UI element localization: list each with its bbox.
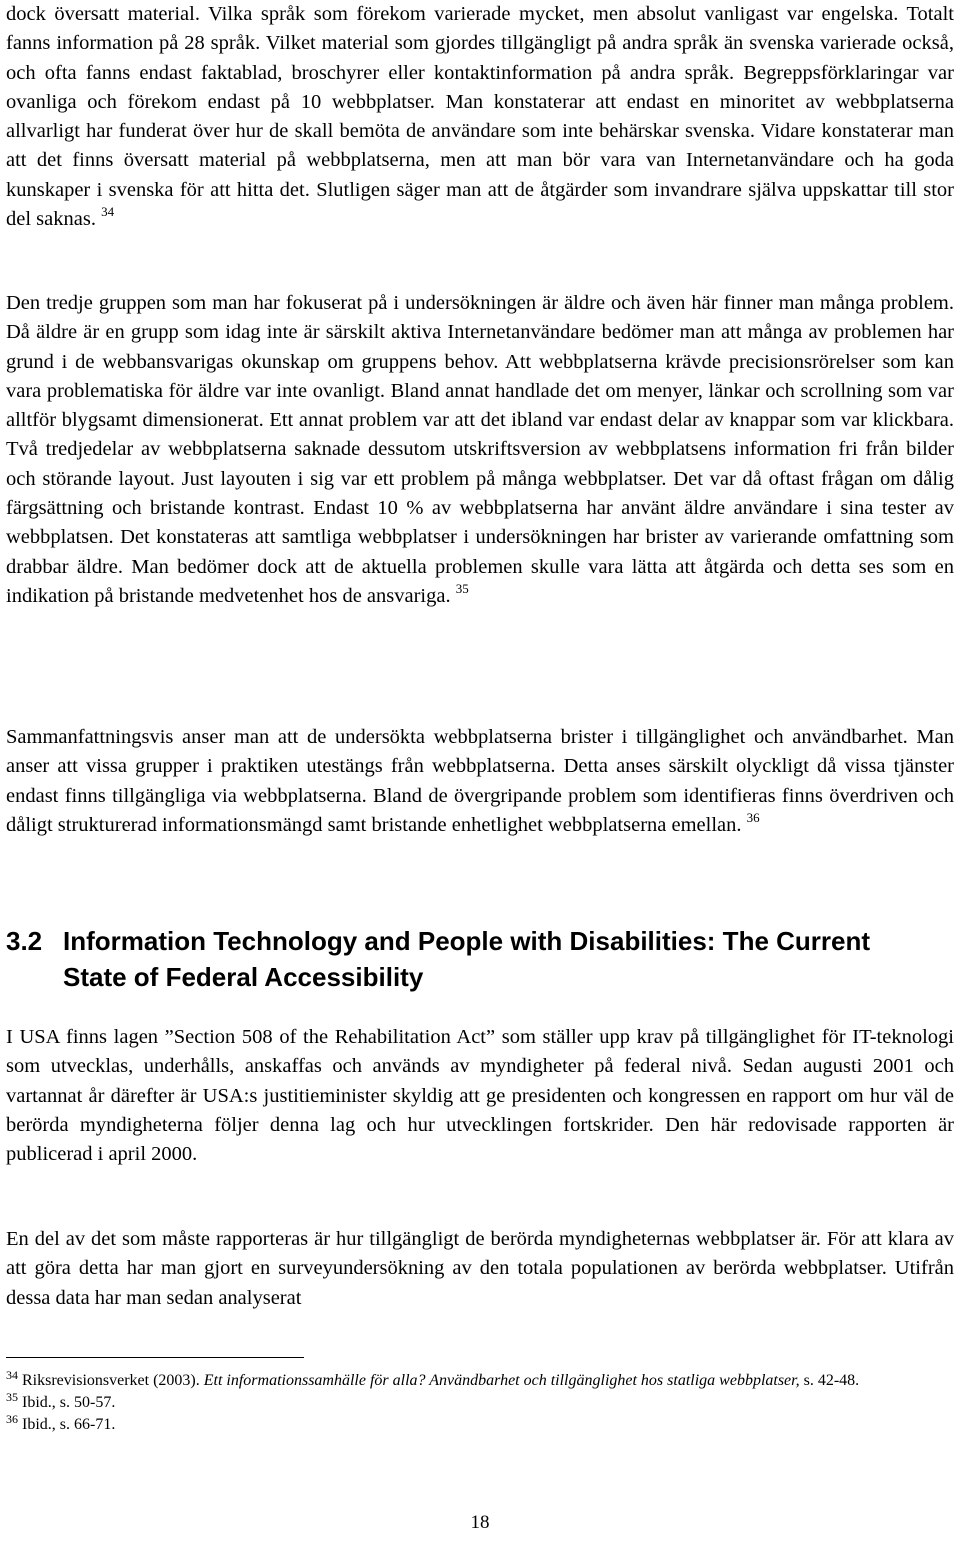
footnote-35 <box>6 1392 954 1414</box>
footnote-ref-34[interactable]: 34 <box>101 204 115 220</box>
section-number: 3.2 <box>6 926 43 956</box>
footnote-ref-35[interactable]: 35 <box>455 580 469 596</box>
footnote-number: 36 <box>6 1412 18 1426</box>
paragraph-4: I USA finns lagen ”Section 508 of the Rehabilitation Act” som ställer upp krav på tillgänglighet för IT-teknologi som utvecklas, underhålls, anskaffas och används av myndigheter på federal nivå. Sedan augusti 2001 och vartannat år därefter är USA:s justitieminister skyldig att ge presidenten och kongressen en rapport om hur väl de berörda myndigheterna följer denna lag och hur utvecklingen fortskrider. Den här redovisade rapporten är publicerad i april 2000. <box>6 1026 954 1166</box>
footnote-number: 34 <box>6 1368 18 1382</box>
paragraph-5: En del av det som måste rapporteras är hur tillgängligt de berörda myndigheternas webbplatser är. För att klara av att göra detta har man gjort en surveyundersökning av den totala populationen av berörda webbplatser. Utifrån dessa data har man sedan analyserat <box>6 1228 954 1309</box>
paragraph-2-text: Den tredje gruppen som man har fokuserat på i undersökningen är äldre och även här finner man många problem. Då äldre är en grupp som idag inte är särskilt aktiva Internetanvändare bedömer man att många av problemen har grund i de webbansvarigas okunskap om gruppens behov. Att webbplatserna krävde precisionsrörelser som kan vara problematiska för äldre var inte ovanligt. Bland annat handlade det om menyer, länkar och scrollning som var alltför blygsamt dimensionerat. Ett annat problem var att det ibland var endast delar av knappar som var klickbara. Två tredjedelar av webbplatserna saknade dessutom utskriftsversion av webbplatsens information fri från bilder och störande layout. Just layouten i sig var ett problem på många webbplatser. Det var då oftast frågan om dålig färgsättning och bristande kontrast. Endast 10 % av webbplatserna har använt äldre användare i sina tester av webbplatsen. Det konstateras att samtliga webbplatser i undersökningen har brister av varierande omfattning som drabbar äldre. Man bedömer dock att de aktuella problemen skulle vara lätta att åtgärda och detta ses som en indikation på bristande medvetenhet hos de ansvariga. <box>6 292 954 607</box>
footnote-number: 35 <box>6 1390 18 1404</box>
footnote-36 <box>6 1414 954 1436</box>
footnote-text: Riksrevisionsverket (2003). <box>22 1372 204 1389</box>
paragraph-2 <box>6 289 954 611</box>
paragraph-1-text: dock översatt material. Vilka språk som förekom varierade mycket, men absolut vanligast var engelska. Totalt fanns information på 28 språk. Vilket material som gjordes tillgängligt på andra språk än svenska varierade också, och ofta fanns endast faktablad, broschyrer eller kontaktinformation på andra språk. Begreppsförklaringar var ovanliga och förekom endast på 10 webbplatser. Man konstaterar att endast en minoritet av webbplatserna allvarligt har funderat över hur de skall bemöta de användare som inte behärskar svenska. Vidare konstaterar man att det finns översatt material på webbplatserna, men att man bör vara van Internetanvändare och ha goda kunskaper i svenska för att hitta det. Slutligen säger man att de åtgärder som invandrare själva uppskattar till stor del saknas. <box>6 3 954 231</box>
paragraph-3 <box>6 723 954 840</box>
section-title: Information Technology and People with Disabilities: The Current State of Federal Accessibility <box>63 926 871 992</box>
footnotes <box>6 1370 954 1436</box>
paragraph-3-text: Sammanfattningsvis anser man att de undersökta webbplatserna brister i tillgänglighet och användbarhet. Man anser att vissa grupper i praktiken utestängs från webbplatserna. Detta anses särskilt olyckligt då vissa tjänster endast finns tillgängliga via webbplatserna. Bland de övergripande problem som identifieras finns överdriven och dåligt strukturerad informationsmängd samt bristande enhetlighet webbplatserna emellan. <box>6 726 954 836</box>
footnote-title: Ett informationssamhälle för alla? Användbarhet och tillgänglighet hos statliga webbplatser, <box>203 1372 800 1389</box>
footnote-divider <box>6 1357 304 1358</box>
page-number: 18 <box>470 1512 490 1533</box>
footnote-34 <box>6 1370 954 1392</box>
footnote-ref-36[interactable]: 36 <box>746 809 760 825</box>
paragraph-1 <box>6 0 954 234</box>
footnote-pages: s. 42-48. <box>799 1372 860 1389</box>
footnote-text: Ibid., s. 50-57. <box>22 1394 116 1411</box>
footnote-text: Ibid., s. 66-71. <box>22 1416 116 1433</box>
